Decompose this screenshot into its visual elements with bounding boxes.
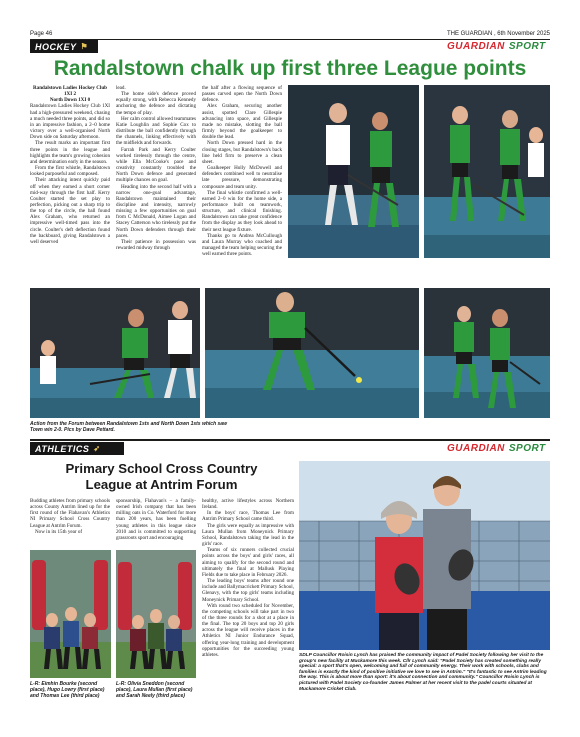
match-subhead: Randalstown Ladies Hockey Club 1XI 2 bbox=[32, 85, 108, 98]
article-paragraph: Thanks go to Andrea McCullough and Laura Murray who coached and managed the team helping securing the well earned three points. bbox=[202, 232, 282, 258]
padel-photo bbox=[299, 461, 550, 650]
article-paragraph: The final whistle confirmed a well-earned 2–0 win for the home side, a performance built on teamwork, structure, and clinical finishing. Randalstown can take great confidence from the display as they look ahead to their next league fixture. bbox=[202, 189, 282, 233]
article-paragraph: With round two scheduled for November, the competing schools will take part in two of the three rounds for a shot at a place in the final. The top 20 boys and top 20 girls across the league will receive places in the Athletics NI Junior Endurance Squad, offering year-long training and development opportunities for the succeeding young athletes. bbox=[202, 602, 294, 658]
article-paragraph: The home side's defence proved equally strong, with Rebecca Kennedy anchoring the defence and dictating the tempo of play. bbox=[116, 91, 196, 116]
article-paragraph: From the first whistle, Randalstown looked purposeful and composed. bbox=[30, 165, 110, 178]
article-paragraph: Teams of six runners collected crucial points across the boys' and girls' races, all aiming to qualify for the second round and ultimately the final at Mallusk Playing Fields due to take place in February 2026. bbox=[202, 547, 294, 578]
athletics-photo-boys bbox=[30, 550, 111, 678]
hockey-section-tab: HOCKEY ⚑ bbox=[30, 40, 98, 53]
article-paragraph: In the boys' race, Thomas Lee from Antrim Primary School came third. bbox=[202, 510, 294, 523]
athletics-column-3 bbox=[202, 498, 294, 732]
article-paragraph: Alex Graham, securing another assist, spotted Clare Gillespie advancing into space, and Gillespie made no mistake, slotting the ball firmly beyond the goalkeeper to double the lead. bbox=[202, 103, 282, 141]
hockey-photo-attack bbox=[424, 85, 550, 258]
athletics-section-tab: ATHLETICS ➶ bbox=[30, 442, 124, 455]
hockey-column-3 bbox=[202, 85, 282, 283]
article-paragraph: The result marks an important first three points in the league and highlights the team's growing cohesion and determination early in the season. bbox=[30, 140, 110, 165]
article-paragraph: Her calm control allowed teammates Katie Loughlin and Sophie Cox to distribute the ball confidently through the channels, linking effectively with the midfields and forwards. bbox=[116, 115, 196, 147]
article-paragraph: lead. bbox=[116, 85, 126, 91]
hockey-headline: Randalstown chalk up first three League points bbox=[53, 57, 527, 80]
article-paragraph: The leading boys' teams after round one include and Ballymacrickett Primary School, Glenavy, with the top girls' teams including Moneynick Primary School. bbox=[202, 578, 294, 603]
article-paragraph: Now in its 15th year of bbox=[35, 528, 83, 535]
article-paragraph: Randalstown Ladies Hockey Club 1XI had a high-pressured weekend, chasing a much needed three points, and did so in an impressive fashion, a 2–0 home victory over a well-organised North Down side on Saturday afternoon. bbox=[30, 103, 110, 141]
article-paragraph: Their patience in possession was rewarded midway through bbox=[116, 238, 196, 252]
padel-photo-caption: SDLP Councillor Roisin Lynch has praised the community impact of Padel Society following her visit to the group's new facility at Muckamore this week. Cllr Lynch said: "Padel Society has created something really special: a sport that's open, welcoming and full of community energy. Their work with schools, clubs and families is exactly the kind of positive initiative we love to see in Antrim." "It's fantastic to see Antrim leading the way. This is about more than sport: it's about connection and community." Councillor Roisin Lynch is pictured with Padel Society co-founder James Palmer at her recent visit to the padel courts situated at Muckamore Cricket Club. bbox=[299, 653, 547, 692]
article-paragraph: the half after a flowing sequence of passes carved open the North Down defence. bbox=[202, 85, 282, 104]
hockey-photo-goalkeeper bbox=[288, 85, 419, 258]
article-paragraph: The girls were equally as impressive with Laura Mullan from Moneynick Primary School, Randalstown taking the lead in the girls' race. bbox=[202, 522, 294, 548]
page-header bbox=[30, 29, 550, 39]
match-subhead-2: North Down 1XI 0 bbox=[49, 97, 91, 104]
athletics-headline: Primary School Cross Country League at Antrim Forum bbox=[65, 461, 258, 492]
hockey-photo-caption: Action from the Forum between Randalstown 1sts and North Down 1sts which saw Town win 2-0. Pics by Dave Pettard. bbox=[30, 421, 227, 433]
hockey-photo-tackle bbox=[30, 288, 200, 418]
girls-photo-caption: L-R: Olivia Sneddon (second place), Laura Mullan (first place) and Sarah Neely (third place) bbox=[116, 681, 193, 699]
article-paragraph: Budding athletes from primary schools across County Antrim lined up for the first round of the Flahavan's Athletics NI Primary School Cross Country League at Antrim Forum. bbox=[30, 498, 110, 529]
athletics-column-2 bbox=[116, 498, 196, 544]
boys-photo-caption: L-R: Eimhin Bourke (second place), Hugo Lowry (first place) and Thomas Lee (third place) bbox=[30, 681, 105, 699]
article-paragraph: Heading into the second half with a narrow one-goal advantage, Randalstown maintained their discipline and intensity, narrowly missing a few opportunities on goal from C McDonald, Aimee Logan and Stacey Catterson who tirelessly put the North Down defenders through their paces. bbox=[116, 183, 196, 239]
article-paragraph: Goalkeeper Holly McDowell and defenders combined well to neutralise late pressure, demonstrating composure and team unity. bbox=[202, 165, 282, 190]
article-paragraph: healthy, active lifestyles across Northern Ireland. bbox=[202, 498, 294, 511]
article-paragraph: North Down pressed hard in the closing stages, but Randalstown's back line held firm to preserve a clean sheet. bbox=[202, 140, 282, 165]
athletics-photo-girls bbox=[116, 550, 196, 678]
hockey-photo-dribble bbox=[205, 288, 419, 418]
athletics-column-1 bbox=[30, 498, 110, 544]
section-divider bbox=[30, 439, 550, 441]
hockey-column-2 bbox=[116, 85, 196, 283]
hockey-column-1 bbox=[30, 85, 110, 283]
article-paragraph: Their attacking intent quickly paid off when they earned a short corner mid-way through the first half. Kerry Coulter started the set play to perfection, picking out a sharp trip to the top of the circle, the ball found Alex Graham, who returned an impressive well-timed pass into the circle. Coulter's deft deflection found the backboard, giving Randalstown a well deserved bbox=[30, 177, 110, 245]
running-shoe-icon: ➶ bbox=[93, 444, 101, 453]
hockey-photo-sprint bbox=[424, 288, 550, 418]
article-paragraph: sponsorship, Flahavan's – a family-owned Irish company that has been milling oats in Co. Waterford for more than 200 years, has been fuelling young athletes in this league since 2010 and is committed to supporting grassroots sport and encouraging bbox=[116, 498, 196, 541]
article-paragraph: Farrah Park and Kerry Coulter worked tirelessly through the centre, while Ella McCooke's pace and creativity constantly troubled the North Down defence and generated multiple chances on goal. bbox=[116, 146, 196, 184]
page-number: Page 46 bbox=[30, 31, 53, 37]
athletics-masthead: GUARDIAN SPORT bbox=[447, 443, 546, 454]
hockey-stick-icon: ⚑ bbox=[80, 42, 89, 51]
publication-date: THE GUARDIAN , 6th November 2025 bbox=[446, 31, 550, 37]
hockey-masthead: GUARDIAN SPORT bbox=[447, 41, 546, 52]
